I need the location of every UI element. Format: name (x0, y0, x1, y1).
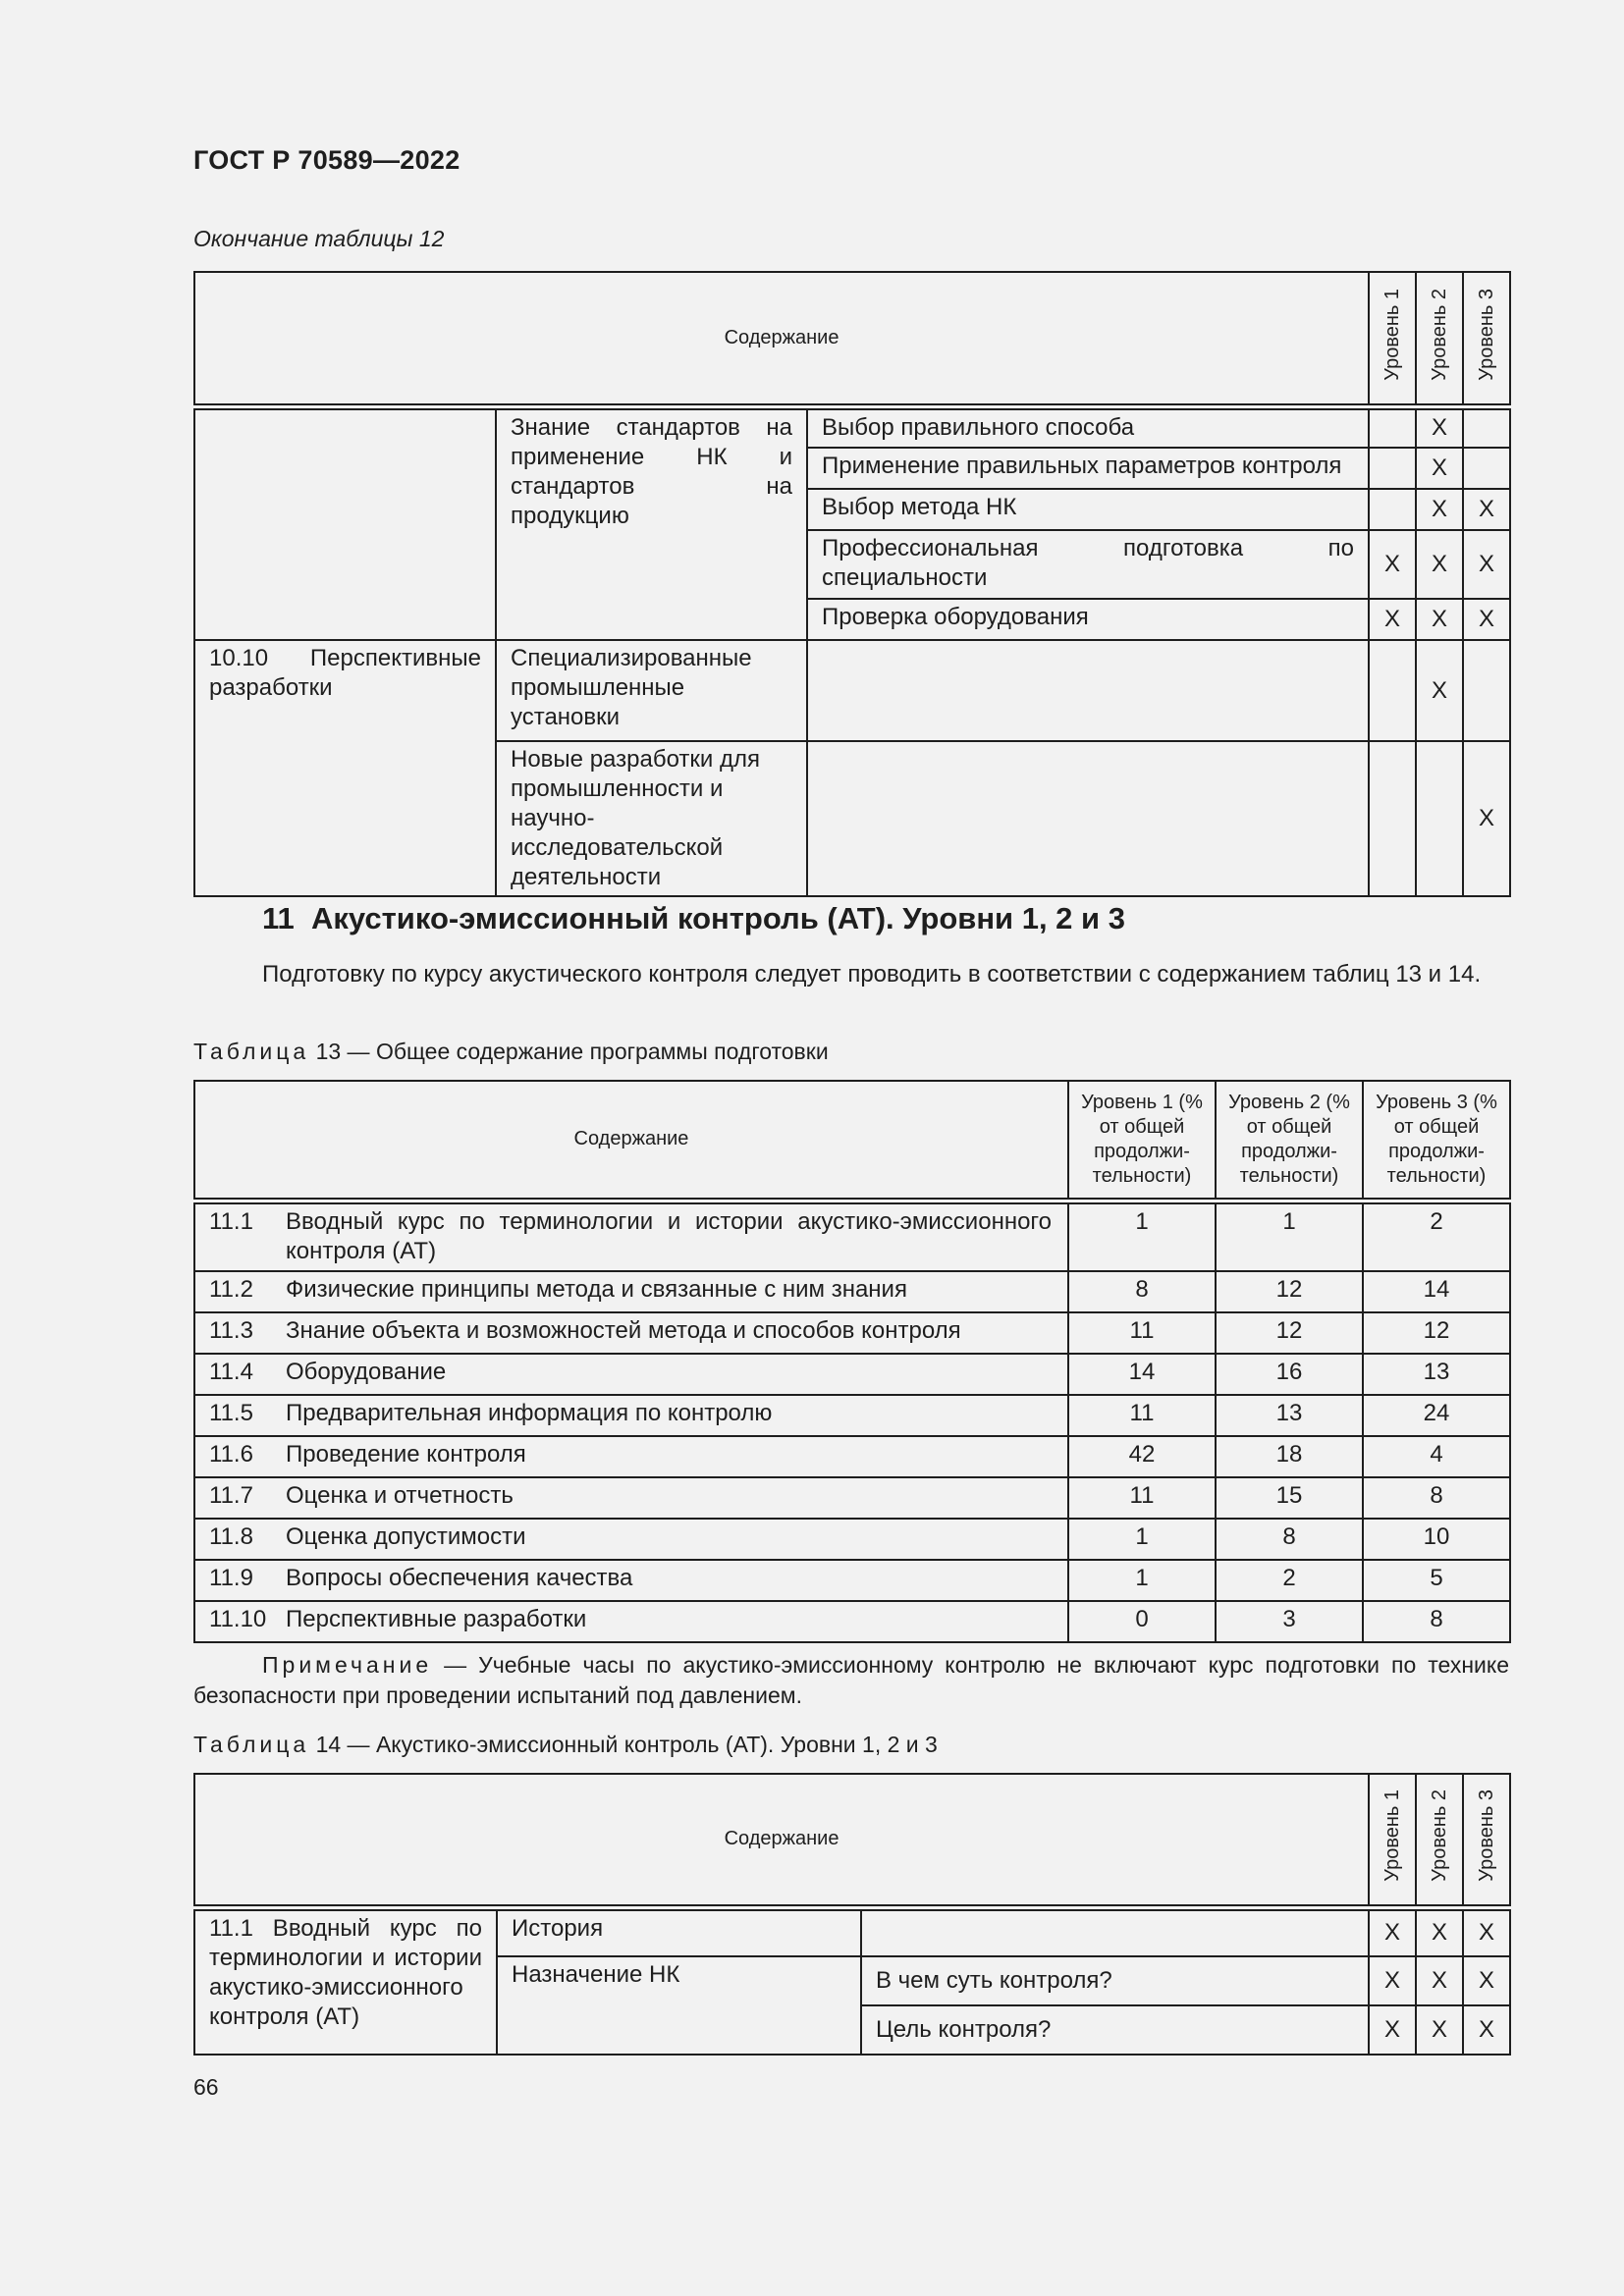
level-2-value: 16 (1216, 1354, 1363, 1395)
level-2-mark: X (1416, 599, 1463, 640)
header-level-3: Уровень 3 (1463, 272, 1510, 406)
table-row (194, 406, 1510, 448)
table13-caption: Таблица 13 — Общее содержание программы подготовки (193, 1039, 829, 1064)
level-2-value: 3 (1216, 1601, 1363, 1642)
header-level-3: Уровень 3 (1463, 1774, 1510, 1907)
table-row (194, 640, 1510, 741)
topic-cell (194, 406, 496, 640)
level-3-mark: X (1463, 489, 1510, 530)
item-cell: Выбор правильного способа (807, 406, 1369, 448)
level-3-value: 12 (1363, 1312, 1510, 1354)
level-1-value: 42 (1068, 1436, 1216, 1477)
header-level-1: Уровень 1 (1369, 1774, 1416, 1907)
content-cell: 11.9 Вопросы обеспечения качества (194, 1560, 1068, 1601)
content-cell: 11.10 Перспективные разработки (194, 1601, 1068, 1642)
subtopic-cell: Новые разработки для промышленности и научно-исследовательской деятельности (496, 741, 807, 896)
level-3-mark (1463, 448, 1510, 489)
table-row (194, 1519, 1510, 1560)
level-3-mark: X (1463, 1907, 1510, 1956)
table-14 (193, 1773, 1511, 2056)
item-cell: Применение правильных параметров контроля (807, 448, 1369, 489)
level-1-value: 0 (1068, 1601, 1216, 1642)
header-level-1: Уровень 1 (% от общей продолжи-тельности) (1068, 1081, 1216, 1201)
item-cell (807, 741, 1369, 896)
level-1-mark: X (1369, 530, 1416, 599)
level-1-mark (1369, 489, 1416, 530)
subtopic-cell: Назначение НК (497, 1956, 861, 2055)
level-3-value: 4 (1363, 1436, 1510, 1477)
header-content: Содержание (194, 272, 1369, 406)
table12-continuation-caption: Окончание таблицы 12 (193, 226, 445, 251)
table-13 (193, 1080, 1511, 1643)
level-1-mark: X (1369, 1956, 1416, 2005)
level-2-value: 15 (1216, 1477, 1363, 1519)
level-2-value: 13 (1216, 1395, 1363, 1436)
table-row (194, 1395, 1510, 1436)
level-2-value: 8 (1216, 1519, 1363, 1560)
level-2-mark (1416, 741, 1463, 896)
level-2-mark: X (1416, 640, 1463, 741)
item-cell: Профессиональная подготовка по специальности (807, 530, 1369, 599)
level-2-mark: X (1416, 530, 1463, 599)
header-level-2: Уровень 2 (% от общей продолжи-тельности) (1216, 1081, 1363, 1201)
level-1-mark: X (1369, 599, 1416, 640)
level-1-mark: X (1369, 1907, 1416, 1956)
item-cell: Выбор метода НК (807, 489, 1369, 530)
level-3-mark: X (1463, 2005, 1510, 2055)
level-1-value: 1 (1068, 1519, 1216, 1560)
table-row (194, 1312, 1510, 1354)
content-cell: 11.1 Вводный курс по терминологии и истории акустико-эмиссионного контроля (AT) (194, 1201, 1068, 1271)
level-1-value: 11 (1068, 1395, 1216, 1436)
level-3-value: 5 (1363, 1560, 1510, 1601)
level-3-mark: X (1463, 1956, 1510, 2005)
level-1-value: 1 (1068, 1201, 1216, 1271)
content-cell: 11.5 Предварительная информация по контролю (194, 1395, 1068, 1436)
level-2-mark: X (1416, 2005, 1463, 2055)
level-1-mark (1369, 741, 1416, 896)
section-paragraph: Подготовку по курсу акустического контроля следует проводить в соответствии с содержанием таблиц 13 и 14. (262, 961, 1482, 988)
content-cell: 11.6 Проведение контроля (194, 1436, 1068, 1477)
header-level-1: Уровень 1 (1369, 272, 1416, 406)
page-number: 66 (193, 2074, 219, 2100)
level-1-value: 1 (1068, 1560, 1216, 1601)
header-level-2: Уровень 2 (1416, 1774, 1463, 1907)
section-heading: 11 Акустико-эмиссионный контроль (AT). Уровни 1, 2 и 3 (262, 901, 1125, 935)
content-cell: 11.4 Оборудование (194, 1354, 1068, 1395)
level-3-value: 24 (1363, 1395, 1510, 1436)
level-3-value: 8 (1363, 1477, 1510, 1519)
content-cell: 11.8 Оценка допустимости (194, 1519, 1068, 1560)
level-2-value: 12 (1216, 1271, 1363, 1312)
level-2-mark: X (1416, 489, 1463, 530)
level-2-mark: X (1416, 1907, 1463, 1956)
level-3-value: 2 (1363, 1201, 1510, 1271)
header-level-2: Уровень 2 (1416, 272, 1463, 406)
table-row (194, 1436, 1510, 1477)
table-row (194, 1201, 1510, 1271)
level-3-mark (1463, 640, 1510, 741)
level-1-mark (1369, 448, 1416, 489)
level-2-value: 18 (1216, 1436, 1363, 1477)
level-3-mark: X (1463, 741, 1510, 896)
topic-cell: 10.10 Перспективные разработки (194, 640, 496, 896)
item-cell: В чем суть контроля? (861, 1956, 1369, 2005)
table-12 (193, 271, 1511, 897)
content-cell: 11.3 Знание объекта и возможностей метода и способов контроля (194, 1312, 1068, 1354)
level-1-mark: X (1369, 2005, 1416, 2055)
header-content: Содержание (194, 1081, 1068, 1201)
header-content: Содержание (194, 1774, 1369, 1907)
level-3-mark: X (1463, 530, 1510, 599)
item-cell (807, 640, 1369, 741)
table-row (194, 1354, 1510, 1395)
level-2-value: 12 (1216, 1312, 1363, 1354)
table13-note: Примечание — Учебные часы по акустико-эмиссионному контролю не включают курс подготовки по технике безопасности при проведении испытаний под давлением. (193, 1652, 1509, 1708)
level-3-value: 10 (1363, 1519, 1510, 1560)
level-2-mark: X (1416, 448, 1463, 489)
level-2-mark: X (1416, 1956, 1463, 2005)
table-row (194, 1907, 1510, 1956)
table14-caption: Таблица 14 — Акустико-эмиссионный контроль (AT). Уровни 1, 2 и 3 (193, 1732, 938, 1757)
level-3-value: 13 (1363, 1354, 1510, 1395)
table-row (194, 1560, 1510, 1601)
level-1-value: 11 (1068, 1312, 1216, 1354)
table-row (194, 1271, 1510, 1312)
subtopic-cell: Знание стандартов на применение НК и стандартов на продукцию (496, 406, 807, 640)
level-2-value: 2 (1216, 1560, 1363, 1601)
level-3-mark (1463, 406, 1510, 448)
level-3-value: 14 (1363, 1271, 1510, 1312)
level-2-mark: X (1416, 406, 1463, 448)
content-cell: 11.2 Физические принципы метода и связанные с ним знания (194, 1271, 1068, 1312)
subtopic-cell: История (497, 1907, 861, 1956)
level-2-value: 1 (1216, 1201, 1363, 1271)
item-cell (861, 1907, 1369, 1956)
document-id: ГОСТ Р 70589—2022 (193, 145, 460, 175)
item-cell: Проверка оборудования (807, 599, 1369, 640)
content-cell: 11.7 Оценка и отчетность (194, 1477, 1068, 1519)
item-cell: Цель контроля? (861, 2005, 1369, 2055)
level-1-mark (1369, 406, 1416, 448)
table-row (194, 1601, 1510, 1642)
subtopic-cell: Специализированные промышленные установки (496, 640, 807, 741)
level-1-value: 8 (1068, 1271, 1216, 1312)
level-1-value: 14 (1068, 1354, 1216, 1395)
header-level-3: Уровень 3 (% от общей продолжи-тельности) (1363, 1081, 1510, 1201)
topic-cell: 11.1 Вводный курс по терминологии и истории акустико-эмиссионного контроля (AT) (194, 1907, 497, 2055)
level-3-value: 8 (1363, 1601, 1510, 1642)
table-row (194, 1477, 1510, 1519)
level-1-value: 11 (1068, 1477, 1216, 1519)
level-3-mark: X (1463, 599, 1510, 640)
level-1-mark (1369, 640, 1416, 741)
